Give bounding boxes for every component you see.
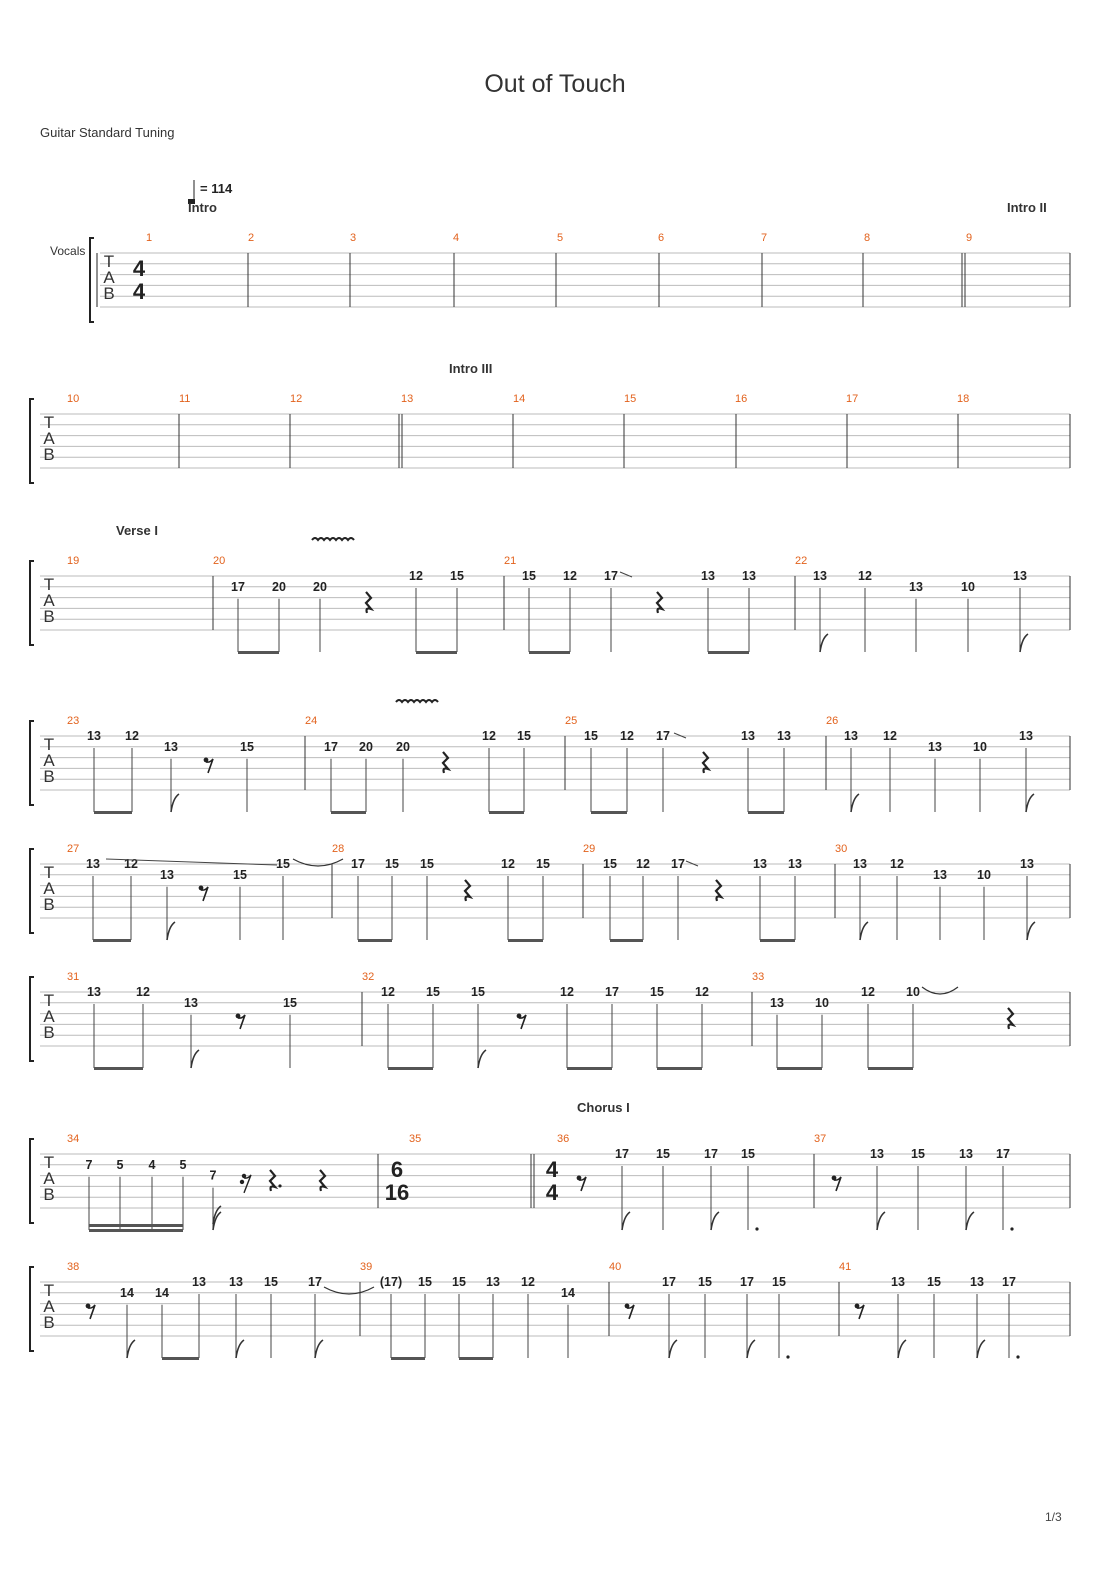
section-label: Intro II: [1007, 200, 1047, 215]
note-flag: [851, 794, 859, 812]
fret-number: 20: [313, 579, 327, 594]
rest: [366, 592, 371, 613]
measure-number: 24: [305, 715, 318, 727]
note-flag: [820, 634, 828, 652]
fret-number: 20: [359, 739, 373, 754]
tab-clef-t: T: [103, 252, 115, 271]
note-flag: [1026, 794, 1034, 812]
beam: [331, 811, 366, 814]
system-bracket: [30, 977, 34, 1061]
tab-clef-a: A: [103, 268, 115, 287]
tab-clef-b: B: [43, 445, 55, 464]
measure-number: 12: [290, 393, 303, 405]
measure-number: 2: [248, 232, 255, 244]
beam: [238, 651, 279, 654]
fret-number: 13: [192, 1275, 206, 1289]
fret-number: 15: [264, 1275, 278, 1289]
rest-dot: [278, 1184, 281, 1187]
note-flag: [860, 922, 868, 940]
note-flag: [478, 1050, 486, 1068]
fret-number: 13: [813, 569, 827, 583]
beam: [610, 939, 643, 942]
measure-number: 36: [557, 1133, 570, 1145]
section-label: Intro III: [449, 361, 493, 376]
beam: [777, 1067, 822, 1070]
fret-number: 15: [517, 729, 531, 743]
fret-number: 15: [927, 1275, 941, 1289]
fret-number: 14: [120, 1285, 134, 1300]
measure-number: 11: [179, 393, 191, 405]
fret-number: 13: [1013, 569, 1027, 583]
tempo-marking: = 114: [200, 181, 233, 196]
fret-number: 7: [209, 1168, 217, 1183]
fret-number: 15: [450, 569, 464, 583]
measure-number: 8: [864, 232, 871, 244]
tab-clef-t: T: [43, 991, 55, 1010]
fret-number: 15: [420, 857, 434, 871]
song-title: Out of Touch: [484, 70, 626, 98]
fret-number: 17: [704, 1147, 718, 1161]
fret-number: 14: [561, 1285, 575, 1300]
fret-number: 15: [283, 995, 297, 1010]
tab-clef-b: B: [43, 607, 55, 626]
fret-number: 13: [701, 569, 715, 583]
measure-number: 38: [67, 1261, 80, 1273]
measure-number: 18: [957, 393, 970, 405]
fret-number: 17: [308, 1275, 322, 1289]
tab-clef-t: T: [43, 575, 55, 594]
fret-number: 10: [961, 579, 975, 594]
fret-number: 5: [116, 1157, 124, 1172]
note-flag: [315, 1340, 323, 1358]
fret-number: 13: [891, 1275, 905, 1289]
beam: [708, 651, 749, 654]
measure-number: 37: [814, 1133, 827, 1145]
tuning-label: Guitar Standard Tuning: [40, 125, 175, 140]
beam: [89, 1229, 183, 1232]
tab-clef-b: B: [43, 895, 55, 914]
measure-number: 31: [67, 971, 80, 983]
measure-number: 21: [504, 555, 517, 567]
fret-number: 15: [772, 1275, 786, 1289]
fret-number: 10: [815, 995, 829, 1010]
note-flag: [167, 922, 175, 940]
measure-number: 10: [67, 393, 80, 405]
system-bracket: [90, 238, 94, 322]
fret-number: 13: [788, 857, 802, 871]
tab-clef-t: T: [43, 735, 55, 754]
fret-number: 13: [1020, 857, 1034, 871]
time-signature-6-16-num: 6: [390, 1157, 404, 1182]
tab-clef-b: B: [43, 1023, 55, 1042]
beam-16th: [89, 1224, 183, 1227]
fret-number: 13: [753, 857, 767, 871]
measure-number: 30: [835, 843, 848, 855]
fret-number: 13: [87, 985, 101, 999]
fret-number: 13: [853, 857, 867, 871]
fret-number: 13: [742, 569, 756, 583]
beam: [459, 1357, 493, 1360]
fret-number: 20: [396, 739, 410, 754]
note-flag: [1020, 634, 1028, 652]
rest: [465, 880, 470, 901]
beam: [868, 1067, 913, 1070]
note-flag: [966, 1212, 974, 1230]
fret-number: 17: [231, 579, 245, 594]
beam: [358, 939, 392, 942]
beam: [748, 811, 784, 814]
measure-number: 39: [360, 1261, 373, 1273]
beam: [416, 651, 457, 654]
fret-number: 10: [977, 867, 991, 882]
fret-number: 13: [928, 739, 942, 754]
note-flag: [669, 1340, 677, 1358]
fret-number: 12: [883, 729, 897, 743]
fret-number: 13: [229, 1275, 243, 1289]
rest: [716, 880, 721, 901]
fret-number: 17: [615, 1147, 629, 1161]
fret-number: 17: [656, 729, 670, 743]
fret-number: 12: [563, 569, 577, 583]
beam: [567, 1067, 612, 1070]
section-label: Verse I: [116, 523, 158, 538]
fret-number: 13: [87, 729, 101, 743]
system-bracket: [30, 721, 34, 805]
tab-clef-a: A: [43, 1297, 55, 1316]
measure-number: 32: [362, 971, 375, 983]
fret-number: 12: [858, 569, 872, 583]
fret-number: 17: [671, 857, 685, 871]
note-flag: [977, 1340, 985, 1358]
beam: [94, 811, 132, 814]
tab-clef-b: B: [43, 1185, 55, 1204]
fret-number: 15: [656, 1147, 670, 1161]
fret-number: 13: [486, 1275, 500, 1289]
tab-clef-b: B: [43, 767, 55, 786]
dot: [755, 1227, 758, 1230]
fret-number: 13: [970, 1275, 984, 1289]
beam: [489, 811, 524, 814]
tab-clef-b: B: [103, 284, 115, 303]
system-bracket: [30, 399, 34, 483]
fret-number: 13: [741, 729, 755, 743]
fret-number: 12: [620, 729, 634, 743]
fret-number: 13: [870, 1147, 884, 1161]
beam: [657, 1067, 702, 1070]
beam: [93, 939, 131, 942]
vibrato-mark: [396, 700, 438, 702]
tab-clef-a: A: [43, 1169, 55, 1188]
measure-number: 9: [966, 232, 973, 244]
fret-number: 17: [351, 857, 365, 871]
tab-clef-t: T: [43, 1153, 55, 1172]
fret-number: 12: [482, 729, 496, 743]
note-flag: [711, 1212, 719, 1230]
rest-head2: [240, 1180, 244, 1184]
measure-number: 17: [846, 393, 859, 405]
measure-number: 34: [67, 1133, 80, 1145]
measure-number: 33: [752, 971, 765, 983]
dot: [1016, 1355, 1019, 1358]
beam: [508, 939, 543, 942]
note-flag: [877, 1212, 885, 1230]
measure-number: 26: [826, 715, 839, 727]
system-bracket: [30, 849, 34, 933]
measure-number: 25: [565, 715, 578, 727]
fret-number: 12: [125, 729, 139, 743]
fret-number: 10: [906, 985, 920, 999]
tab-clef-a: A: [43, 1007, 55, 1026]
section-label: Intro: [188, 200, 217, 215]
fret-number: 13: [770, 995, 784, 1010]
fret-number: 4: [148, 1157, 156, 1172]
fret-number: 15: [650, 985, 664, 999]
fret-number: 13: [959, 1147, 973, 1161]
fret-number: 12: [560, 985, 574, 999]
rest: [244, 1175, 251, 1193]
measure-number: 28: [332, 843, 345, 855]
fret-number: 15: [471, 985, 485, 999]
fret-number: 15: [522, 569, 536, 583]
fret-number: 15: [276, 857, 290, 871]
measure-number: 29: [583, 843, 596, 855]
beam: [391, 1357, 425, 1360]
rest: [657, 592, 662, 613]
measure-number: 16: [735, 393, 748, 405]
fret-number: 13: [777, 729, 791, 743]
tab-clef-a: A: [43, 751, 55, 770]
fret-number: (17): [379, 1275, 403, 1289]
time-signature-num: 4: [132, 256, 146, 281]
measure-number: 27: [67, 843, 80, 855]
fret-number: 13: [86, 857, 100, 871]
rest: [703, 752, 708, 773]
time-signature-4-4-den: 4: [545, 1180, 559, 1205]
note-flag: [622, 1212, 630, 1230]
rest: [320, 1170, 325, 1191]
measure-number: 3: [350, 232, 357, 244]
measure-number: 35: [409, 1133, 422, 1145]
note-flag: [171, 794, 179, 812]
measure-number: 41: [839, 1261, 852, 1273]
fret-number: 15: [584, 729, 598, 743]
rest: [270, 1170, 275, 1191]
tab-clef-a: A: [43, 879, 55, 898]
measure-number: 1: [146, 232, 153, 244]
fret-number: 13: [184, 995, 198, 1010]
measure-number: 13: [401, 393, 414, 405]
dot: [786, 1355, 789, 1358]
tab-clef-b: B: [43, 1313, 55, 1332]
beam: [388, 1067, 433, 1070]
beam: [591, 811, 627, 814]
fret-number: 17: [1002, 1275, 1016, 1289]
fret-number: 15: [233, 867, 247, 882]
note-flag: [747, 1340, 755, 1358]
measure-number: 14: [513, 393, 526, 405]
fret-number: 12: [890, 857, 904, 871]
fret-number: 7: [85, 1157, 93, 1172]
instrument-label: Vocals: [50, 244, 86, 258]
section-label: Chorus I: [577, 1100, 630, 1115]
fret-number: 15: [385, 857, 399, 871]
tab-clef-t: T: [43, 863, 55, 882]
note-flag: [898, 1340, 906, 1358]
time-signature-den: 4: [132, 279, 146, 304]
beam: [94, 1067, 143, 1070]
fret-number: 15: [418, 1275, 432, 1289]
measure-number: 40: [609, 1261, 622, 1273]
fret-number: 12: [124, 857, 138, 871]
system-bracket: [30, 1267, 34, 1351]
tab-clef-a: A: [43, 429, 55, 448]
fret-number: 15: [911, 1147, 925, 1161]
fret-number: 17: [605, 985, 619, 999]
beam: [760, 939, 795, 942]
fret-number: 20: [272, 579, 286, 594]
fret-number: 12: [695, 985, 709, 999]
fret-number: 15: [741, 1147, 755, 1161]
fret-number: 15: [536, 857, 550, 871]
beam: [162, 1357, 199, 1360]
fret-number: 17: [740, 1275, 754, 1289]
measure-number: 4: [453, 232, 460, 244]
fret-number: 13: [164, 739, 178, 754]
note-flag-2: [213, 1206, 221, 1224]
fret-number: 13: [844, 729, 858, 743]
time-signature-4-4-num: 4: [545, 1157, 559, 1182]
dot: [1010, 1227, 1013, 1230]
fret-number: 13: [909, 579, 923, 594]
fret-number: 15: [240, 739, 254, 754]
tab-clef-t: T: [43, 413, 55, 432]
fret-number: 12: [636, 857, 650, 871]
fret-number: 12: [381, 985, 395, 999]
fret-number: 13: [1019, 729, 1033, 743]
measure-number: 6: [658, 232, 665, 244]
fret-number: 12: [521, 1275, 535, 1289]
fret-number: 12: [136, 985, 150, 999]
fret-number: 17: [604, 569, 618, 583]
measure-number: 23: [67, 715, 80, 727]
fret-number: 17: [996, 1147, 1010, 1161]
fret-number: 15: [452, 1275, 466, 1289]
fret-number: 15: [426, 985, 440, 999]
fret-number: 13: [933, 867, 947, 882]
measure-number: 5: [557, 232, 564, 244]
note-flag: [1027, 922, 1035, 940]
measure-number: 15: [624, 393, 637, 405]
tab-clef-a: A: [43, 591, 55, 610]
measure-number: 7: [761, 232, 768, 244]
fret-number: 15: [698, 1275, 712, 1289]
fret-number: 14: [155, 1285, 169, 1300]
fret-number: 13: [160, 867, 174, 882]
system-bracket: [30, 561, 34, 645]
note-flag: [236, 1340, 244, 1358]
tab-clef-t: T: [43, 1281, 55, 1300]
fret-number: 12: [501, 857, 515, 871]
tie: [293, 859, 343, 866]
system-bracket: [30, 1139, 34, 1223]
rest: [443, 752, 448, 773]
fret-number: 17: [662, 1275, 676, 1289]
fret-number: 17: [324, 739, 338, 754]
rest: [1008, 1008, 1013, 1029]
fret-number: 12: [409, 569, 423, 583]
measure-number: 19: [67, 555, 80, 567]
measure-number: 22: [795, 555, 808, 567]
fret-number: 10: [973, 739, 987, 754]
beam: [529, 651, 570, 654]
note-flag: [127, 1340, 135, 1358]
vibrato-mark: [312, 538, 354, 540]
page-number: 1/3: [1045, 1510, 1062, 1524]
time-signature-6-16-den: 16: [384, 1180, 410, 1205]
fret-number: 12: [861, 985, 875, 999]
measure-number: 20: [213, 555, 226, 567]
fret-number: 15: [603, 857, 617, 871]
fret-number: 5: [179, 1157, 187, 1172]
note-flag: [191, 1050, 199, 1068]
tie: [922, 987, 958, 994]
